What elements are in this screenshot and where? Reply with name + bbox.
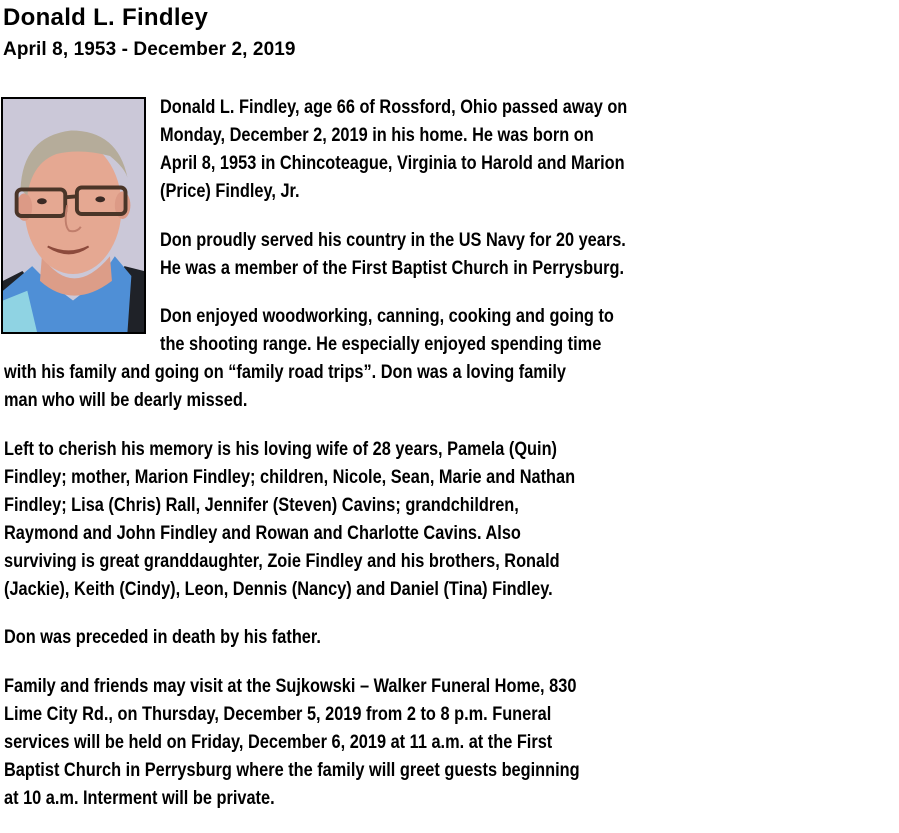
paragraph-6-line: Baptist Church in Perrysburg where the family will greet guests beginning	[4, 760, 580, 781]
obituary-name-heading: Donald L. Findley	[3, 4, 209, 31]
glasses-bridge	[65, 196, 77, 197]
portrait-photo	[1, 97, 146, 334]
right-eye	[95, 196, 105, 202]
paragraph-6-line: services will be held on Friday, December 6, 2019 at 11 a.m. at the First	[4, 732, 553, 753]
paragraph-4-line: Raymond and John Findley and Rowan and Charlotte Cavins. Also	[4, 523, 521, 544]
paragraph-3-line: with his family and going on “family road trips”. Don was a loving family	[4, 362, 566, 383]
paragraph-4-line: Left to cherish his memory is his loving wife of 28 years, Pamela (Quin)	[4, 439, 557, 460]
paragraph-3-line: man who will be dearly missed.	[4, 390, 248, 411]
portrait-illustration	[3, 99, 144, 332]
paragraph-2-line: Don proudly served his country in the US Navy for 20 years.	[160, 230, 626, 251]
paragraph-4-line: surviving is great granddaughter, Zoie Findley and his brothers, Ronald	[4, 551, 560, 572]
paragraph-1-line: Monday, December 2, 2019 in his home. He was born on	[160, 125, 594, 146]
paragraph-6-line: Family and friends may visit at the Sujkowski – Walker Funeral Home, 830	[4, 676, 577, 697]
left-eye	[37, 198, 47, 204]
paragraph-4-line: Findley; mother, Marion Findley; children, Nicole, Sean, Marie and Nathan	[4, 467, 576, 488]
paragraph-6-line: Lime City Rd., on Thursday, December 5, 2019 from 2 to 8 p.m. Funeral	[4, 704, 552, 725]
life-dates: April 8, 1953 - December 2, 2019	[3, 39, 296, 60]
paragraph-4-line: Findley; Lisa (Chris) Rall, Jennifer (Steven) Cavins; grandchildren,	[4, 495, 519, 516]
paragraph-2-line: He was a member of the First Baptist Church in Perrysburg.	[160, 258, 624, 279]
paragraph-6-line: at 10 a.m. Interment will be private.	[4, 788, 275, 809]
paragraph-4-line: (Jackie), Keith (Cindy), Leon, Dennis (Nancy) and Daniel (Tina) Findley.	[4, 579, 553, 600]
paragraph-5-line: Don was preceded in death by his father.	[4, 627, 321, 648]
paragraph-3-line: Don enjoyed woodworking, canning, cooking and going to	[160, 306, 614, 327]
paragraph-1-line: April 8, 1953 in Chincoteague, Virginia to Harold and Marion	[160, 153, 625, 174]
paragraph-3-line: the shooting range. He especially enjoyed spending time	[160, 334, 602, 355]
paragraph-1-line: (Price) Findley, Jr.	[160, 181, 300, 202]
paragraph-1-line: Donald L. Findley, age 66 of Rossford, Ohio passed away on	[160, 97, 628, 118]
